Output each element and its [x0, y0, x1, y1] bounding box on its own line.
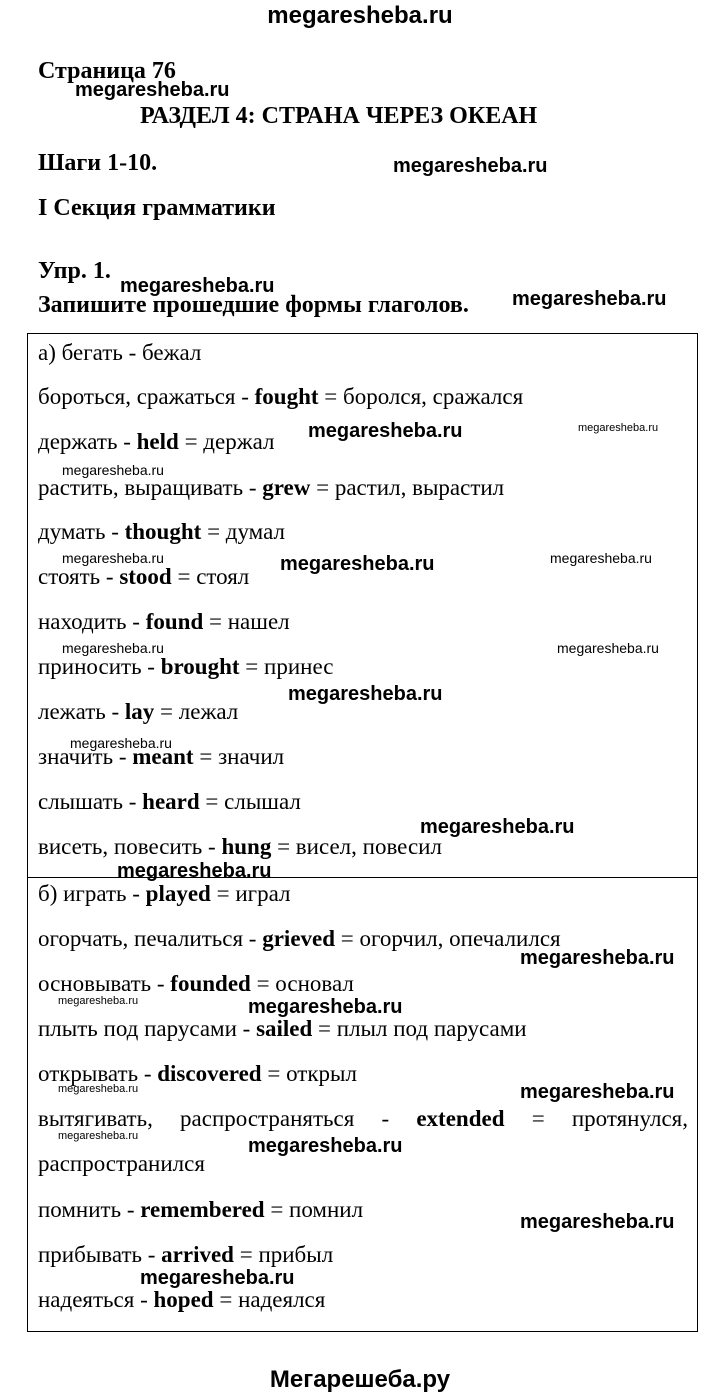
watermark: megaresheba.ru	[550, 550, 652, 566]
watermark: megaresheba.ru	[62, 640, 164, 656]
verb-row-b: надеяться - hoped = надеялся	[38, 1287, 326, 1312]
watermark: megaresheba.ru	[62, 462, 164, 478]
watermark: megaresheba.ru	[520, 1211, 675, 1233]
exercise-task: Запишите прошедшие формы глаголов.	[38, 292, 469, 318]
site-title-top: megaresheba.ru	[267, 2, 453, 29]
verb-row-b: огорчать, печалиться - grieved = огорчил, опечалился	[38, 926, 561, 951]
verb-row-b: прибывать - arrived = прибыл	[38, 1242, 334, 1267]
watermark: megaresheba.ru	[308, 420, 463, 442]
site-title-bottom: Мегарешеба.ру	[269, 1366, 451, 1393]
verb-row-a: слышать - heard = слышал	[38, 789, 301, 814]
verb-row-a: находить - found = нашел	[38, 609, 290, 634]
watermark: megaresheba.ru	[75, 79, 230, 101]
watermark: megaresheba.ru	[140, 1267, 295, 1289]
verb-row-b: помнить - remembered = помнил	[38, 1197, 364, 1222]
verb-row-b: основывать - founded = основал	[38, 971, 354, 996]
watermark: megaresheba.ru	[520, 947, 675, 969]
steps-heading: Шаги 1-10.	[38, 150, 158, 176]
verb-row-a: а) бегать - бежал	[38, 340, 202, 365]
grammar-heading: I Секция грамматики	[38, 195, 276, 221]
verb-row-a: думать - thought = думал	[38, 519, 285, 544]
exercise-number: Упр. 1.	[38, 258, 111, 284]
verb-row-a: висеть, повесить - hung = висел, повесил	[38, 834, 442, 859]
watermark: megaresheba.ru	[512, 288, 667, 310]
watermark: megaresheba.ru	[393, 155, 548, 177]
watermark: megaresheba.ru	[120, 275, 275, 297]
watermark: megaresheba.ru	[578, 422, 659, 434]
watermark: megaresheba.ru	[248, 996, 403, 1018]
watermark: megaresheba.ru	[117, 860, 272, 882]
watermark: megaresheba.ru	[420, 816, 575, 838]
watermark: megaresheba.ru	[70, 735, 172, 751]
verb-row-b: плыть под парусами - sailed = плыл под парусами	[38, 1016, 527, 1041]
verb-row-a: значить - meant = значил	[38, 744, 285, 769]
verb-row-a: приносить - brought = принес	[38, 654, 334, 679]
section-title: РАЗДЕЛ 4: СТРАНА ЧЕРЕЗ ОКЕАН	[140, 103, 538, 129]
watermark: megaresheba.ru	[58, 995, 139, 1007]
watermark: megaresheba.ru	[248, 1135, 403, 1157]
watermark: megaresheba.ru	[288, 683, 443, 705]
page-number: Страница 76	[38, 58, 176, 84]
verb-row-b: распространился	[38, 1151, 205, 1176]
verb-row-a: держать - held = держал	[38, 429, 275, 454]
watermark: megaresheba.ru	[280, 553, 435, 575]
verb-row-b: вытягивать, распространяться - extended = протянулся,	[38, 1106, 688, 1131]
verb-row-b: б) играть - played = играл	[38, 881, 291, 906]
verb-row-a: стоять - stood = стоял	[38, 564, 250, 589]
verb-row-b: открывать - discovered = открыл	[38, 1061, 357, 1086]
watermark: megaresheba.ru	[58, 1083, 139, 1095]
watermark: megaresheba.ru	[62, 550, 164, 566]
verb-row-a: бороться, сражаться - fought = боролся, сражался	[38, 384, 524, 409]
watermark: megaresheba.ru	[58, 1130, 139, 1142]
watermark: megaresheba.ru	[520, 1081, 675, 1103]
verb-row-a: растить, выращивать - grew = растил, вырастил	[38, 475, 505, 500]
watermark: megaresheba.ru	[557, 640, 659, 656]
verb-row-a: лежать - lay = лежал	[38, 699, 239, 724]
